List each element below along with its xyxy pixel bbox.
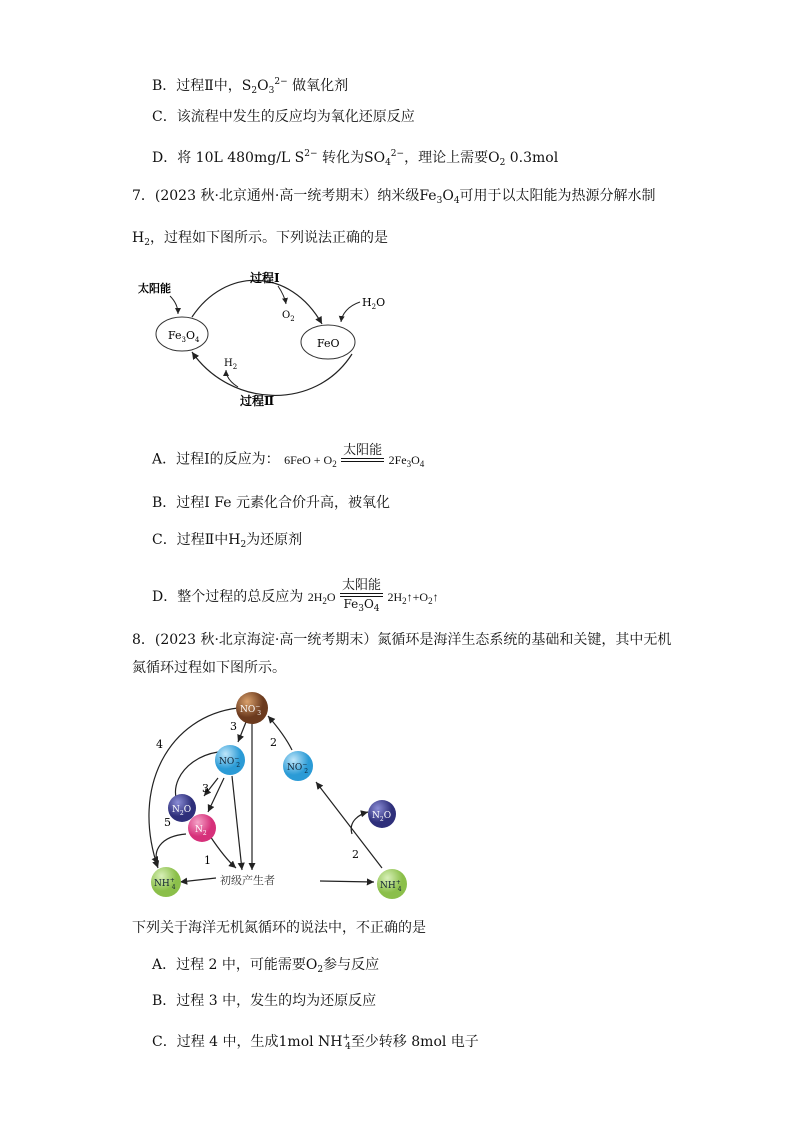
label-2b: 2: [352, 848, 359, 861]
no2-left-label: NO− 2: [219, 755, 241, 769]
q6-option-c: C．该流程中发生的反应均为氧化还原反应: [152, 109, 415, 125]
label-3b: 3: [202, 782, 209, 795]
h2-label: $H_2$: [224, 358, 238, 371]
q8-option-c: C．过程 4 中，生成1mol $NH^+_4$至少转移 8mol 电子: [152, 1033, 479, 1052]
label-2a: 2: [270, 736, 277, 749]
fe3o4-label: $Fe_3O_4$: [168, 329, 200, 344]
q8-stem-line2: 氮循环过程如下图所示。: [132, 660, 286, 676]
q7-stem-line1: 7．(2023 秋·北京通州·高一统考期末）纳米级$Fe_3O_4$可用于以太阳能为热源分解水制: [132, 188, 656, 206]
arrow-producer-nh4-left: [180, 878, 216, 882]
q8-stem-line1: 8．(2023 秋·北京海淀·高一统考期末）氮循环是海洋生态系统的基础和关键，其中无机: [132, 632, 672, 648]
n2o-left-label: $N_2O$: [172, 805, 192, 817]
arrow-3-top: [238, 722, 246, 742]
no2-right-label: NO− 2: [287, 761, 309, 775]
arrow-4: [149, 708, 241, 868]
feo-label: FeO: [317, 337, 340, 350]
primary-producer-label: 初级产生者: [220, 874, 275, 887]
process1-label: 过程Ⅰ: [250, 271, 280, 285]
q7-option-d: D．整个过程的总反应为 $2H_2O$ $\frac{\text{太阳能}}{Fe_3O_4}$ $2H_2↑+O_2↑$: [152, 578, 439, 614]
label-4: 4: [156, 738, 163, 751]
h2o-arrow: [341, 302, 360, 322]
nh4-left-label: NH+ 4: [154, 877, 176, 891]
q8-question: 下列关于海洋无机氮循环的说法中，不正确的是: [132, 920, 426, 936]
arrow-producer-to-nh4-right: [320, 881, 374, 882]
q6-option-d: D．将 10L 480mg/L $S^{2-}$ 转化为$SO_4^{2-}$，理论上需要$O_2$ 0.3mol: [152, 149, 559, 168]
q8-option-a: A．过程 2 中，可能需要$O_2$参与反应: [152, 957, 380, 975]
arrow-2-right: [316, 782, 382, 868]
no3-label: NO− 3: [240, 703, 262, 717]
arrow-no2-to-producer: [232, 776, 242, 870]
q7-option-a: A．过程Ⅰ的反应为： $6FeO + O_2$ 太阳能 $2Fe_3O_4$: [152, 443, 425, 469]
h2-branch-arrow: [226, 370, 238, 387]
label-3a: 3: [230, 720, 237, 733]
o2-label: $O_2$: [282, 310, 295, 323]
h2o-label: $H_2O$: [362, 296, 386, 311]
process2-label: 过程Ⅱ: [240, 394, 275, 408]
q7-cycle-diagram: [130, 262, 400, 412]
q7-option-c: C．过程Ⅱ中$H_2$为还原剂: [152, 532, 303, 550]
arrow-5-to-nh4: [156, 834, 186, 864]
fe3o4-node: [156, 317, 208, 351]
arrow-1: [210, 836, 236, 868]
q7-option-b: B．过程Ⅰ Fe 元素化合价升高，被氧化: [152, 495, 390, 511]
label-1: 1: [204, 854, 211, 867]
n2-label: $N_2$: [195, 825, 207, 837]
solar-arrow: [170, 296, 178, 314]
q8-nitrogen-cycle-diagram: [130, 686, 420, 906]
nh4-right-label: NH+ 4: [380, 879, 402, 893]
q8-option-b: B．过程 3 中，发生的均为还原反应: [152, 993, 377, 1009]
q6-option-b: B．过程Ⅱ中，$S_2O_3^{2-}$ 做氧化剂: [152, 77, 349, 96]
n2o-right-label: $N_2O$: [372, 811, 392, 823]
q7-stem-line2: $H_2$，过程如下图所示。下列说法正确的是: [132, 230, 388, 248]
solar-energy-label: 太阳能: [138, 282, 171, 295]
label-5: 5: [164, 816, 171, 829]
arrow-no2-to-n2: [208, 778, 224, 812]
o2-branch-arrow: [278, 286, 286, 304]
process1-arrow: [192, 280, 322, 324]
